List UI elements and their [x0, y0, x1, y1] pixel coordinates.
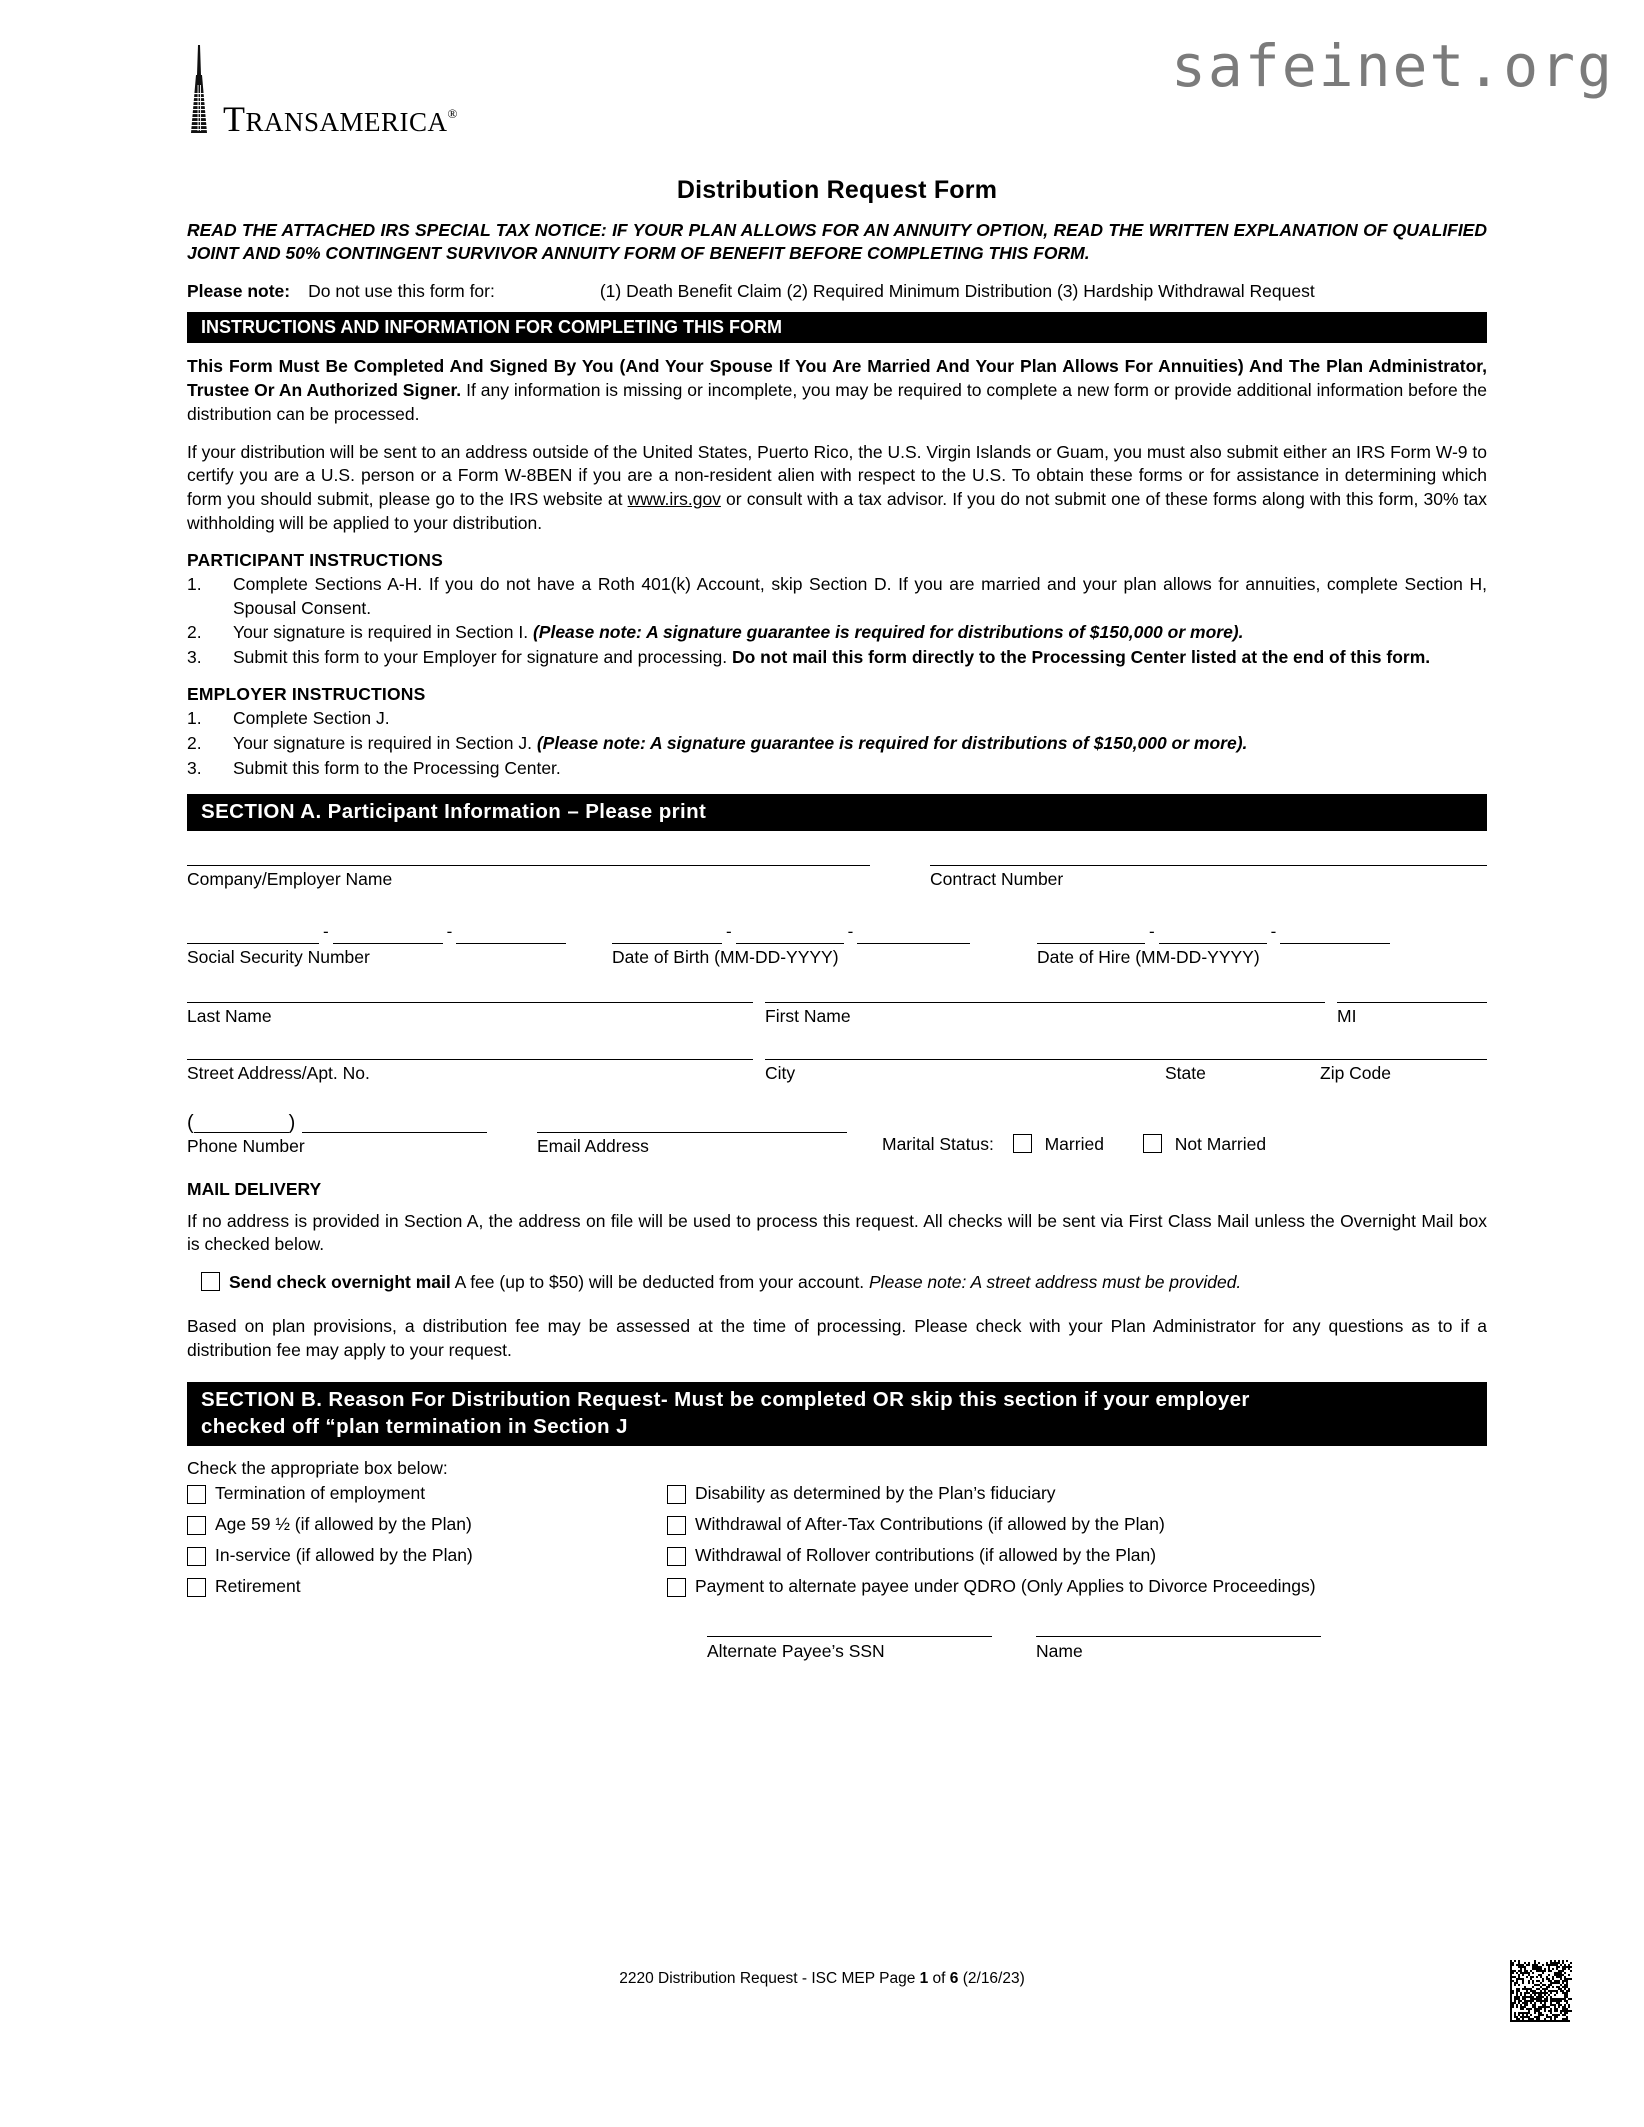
dob-day[interactable]	[736, 923, 844, 944]
dob-segments[interactable]	[612, 922, 1037, 944]
qr-code-icon	[1510, 1960, 1572, 2022]
dob-label: Date of Birth (MM-DD-YYYY)	[612, 946, 839, 967]
spacer	[870, 865, 930, 890]
marital-not-married-checkbox[interactable]	[1143, 1134, 1162, 1153]
dob-dash-2: -	[847, 921, 854, 941]
list-number: 2.	[187, 732, 202, 753]
state-label: State	[1165, 1062, 1206, 1083]
distribution-fee-paragraph: Based on plan provisions, a distribution fee may be assessed at the time of processing. Please check with your Plan Administrator for any questions as to if a distribution fee may apply to your request.	[187, 1315, 1487, 1360]
irs-website-link[interactable]: www.irs.gov	[627, 489, 721, 510]
checkbox-after-tax-withdrawal[interactable]	[667, 1516, 686, 1535]
ssn-dash-1: -	[323, 921, 329, 941]
mail-delivery-heading: MAIL DELIVERY	[187, 1178, 322, 1199]
list-item	[187, 707, 1487, 731]
name-row	[187, 1002, 1487, 1027]
list-number: 3.	[187, 757, 202, 778]
checkbox-age-59-half[interactable]	[187, 1516, 206, 1535]
reason-option[interactable]	[667, 1576, 1487, 1598]
doh-dash-1: -	[1149, 921, 1155, 941]
last-name-label: Last Name	[187, 1005, 272, 1026]
instructions-paragraph-1	[187, 355, 1487, 426]
doh-day[interactable]	[1159, 923, 1267, 944]
list-item	[187, 646, 1487, 670]
ssn-part-2[interactable]	[333, 923, 443, 944]
contract-label: Contract Number	[930, 868, 1064, 889]
checkbox-disability[interactable]	[667, 1485, 686, 1504]
spacer	[753, 1002, 765, 1027]
phone-email-marital-row	[187, 1112, 1487, 1157]
checkbox-in-service[interactable]	[187, 1547, 206, 1566]
dob-dash-1: -	[726, 921, 732, 941]
overnight-mail-italic-note: Please note: A street address must be provided.	[869, 1272, 1242, 1293]
section-b-right-column	[667, 1483, 1487, 1607]
instructions-p2-b: or consult with a tax advisor. If you do not submit one of these forms along with this form, 30% tax withholding will be applied to your distribution.	[187, 489, 1488, 533]
last-name-field[interactable]	[187, 1002, 753, 1027]
employer-instructions-heading: EMPLOYER INSTRUCTIONS	[187, 683, 426, 704]
section-b-bar-line1: SECTION B. Reason For Distribution Request- Must be completed OR skip this section if your employer	[201, 1388, 1250, 1412]
phone-number-input[interactable]	[302, 1112, 487, 1133]
list-item	[187, 621, 1487, 645]
first-name-field[interactable]	[765, 1002, 1325, 1027]
reason-option[interactable]	[187, 1483, 667, 1505]
participant-instructions-list	[187, 573, 1487, 670]
reason-option[interactable]	[187, 1514, 667, 1536]
marital-married-label: Married	[1044, 1133, 1104, 1154]
list-number: 3.	[187, 647, 202, 668]
participant-instructions-heading: PARTICIPANT INSTRUCTIONS	[187, 549, 443, 570]
list-item	[187, 573, 1487, 621]
brand-rest: RANSAMERICA	[245, 107, 448, 137]
checkbox-termination-of-employment[interactable]	[187, 1485, 206, 1504]
list-text-plain: Complete Section J.	[233, 707, 390, 728]
street-field[interactable]	[187, 1059, 753, 1084]
please-note-label: Please note:	[187, 281, 291, 302]
please-note-line	[187, 281, 1487, 302]
instructions-section-bar: INSTRUCTIONS AND INFORMATION FOR COMPLETING THIS FORM	[187, 312, 1487, 343]
list-text-plain: Complete Sections A-H. If you do not have a Roth 401(k) Account, skip Section D. If you are married and your plan allows for annuities, complete Section H, Spousal Consent.	[233, 573, 1487, 618]
section-b-checklist	[187, 1483, 1487, 1607]
phone-label: Phone Number	[187, 1135, 305, 1156]
list-text-bold: Do not mail this form directly to the Processing Center listed at the end of this form.	[731, 647, 1431, 668]
spacer	[1325, 1002, 1337, 1027]
reason-option[interactable]	[187, 1545, 667, 1567]
ssn-label: Social Security Number	[187, 946, 370, 967]
list-text	[233, 732, 1487, 756]
section-a-bar: SECTION A. Participant Information – Please print	[187, 794, 1487, 830]
footer-text-b: of	[928, 1970, 950, 1987]
brand-wordmark	[223, 101, 458, 137]
marital-status-label: Marital Status:	[882, 1133, 994, 1154]
zip-label: Zip Code	[1320, 1062, 1392, 1083]
dob-field[interactable]	[612, 922, 1037, 968]
phone-field[interactable]	[187, 1112, 537, 1157]
instructions-paragraph-2	[187, 441, 1487, 536]
company-label: Company/Employer Name	[187, 868, 393, 889]
list-text-emphasis: (Please note: A signature guarantee is required for distributions of $150,000 or more).	[532, 622, 1244, 643]
section-b-prompt: Check the appropriate box below:	[187, 1457, 448, 1478]
list-text	[233, 621, 1487, 645]
email-label: Email Address	[537, 1135, 649, 1156]
checkbox-rollover-withdrawal[interactable]	[667, 1547, 686, 1566]
list-text-emphasis: (Please note: A signature guarantee is required for distributions of $150,000 or more).	[536, 732, 1248, 753]
doh-month[interactable]	[1037, 923, 1145, 944]
marital-married-checkbox[interactable]	[1013, 1134, 1032, 1153]
city-label: City	[765, 1062, 796, 1083]
list-text	[233, 646, 1487, 670]
list-number: 2.	[187, 622, 202, 643]
overnight-mail-checkbox[interactable]	[201, 1272, 220, 1291]
doh-field[interactable]	[1037, 922, 1487, 968]
reason-option[interactable]	[667, 1483, 1487, 1505]
ssn-field[interactable]	[187, 922, 612, 968]
please-note-middle: Do not use this form for:	[308, 281, 495, 302]
list-text-plain: Submit this form to the Processing Center.	[233, 757, 561, 778]
section-a-fields	[187, 865, 1487, 1363]
reason-label: Disability as determined by the Plan’s fiduciary	[695, 1482, 1056, 1503]
marital-status-group	[882, 1134, 1487, 1157]
footer-text-a: 2220 Distribution Request - ISC MEP Page	[619, 1970, 920, 1987]
list-number: 1.	[187, 573, 202, 594]
footer-page-total: 6	[949, 1970, 959, 1987]
company-field[interactable]	[187, 865, 870, 890]
phone-segments[interactable]	[187, 1112, 537, 1133]
doh-year[interactable]	[1280, 923, 1390, 944]
instructions-p1-bold: This Form Must Be Completed And Signed By You (And Your Spouse If You Are Married And Your Plan Allows For Annuities) And The Plan Administrator, Trustee Or An Authorized Signer.	[187, 356, 1487, 401]
instructions-p1-rest: If any information is missing or incomplete, you may be required to complete a new form or provide additional information before the distribution can be processed.	[187, 380, 1487, 424]
list-text	[233, 707, 1487, 731]
company-contract-row	[187, 865, 1487, 890]
reason-label: Termination of employment	[215, 1482, 426, 1503]
doh-dash-2: -	[1270, 921, 1277, 941]
section-b-bar-line2: checked off “plan termination in Section J	[201, 1414, 628, 1438]
reason-label: Payment to alternate payee under QDRO (Only Applies to Divorce Proceedings)	[695, 1575, 1316, 1596]
pyramid-tower-icon	[185, 45, 219, 133]
dob-month[interactable]	[612, 923, 722, 944]
overnight-mail-bold-label: Send check overnight mail	[229, 1272, 451, 1293]
mi-field[interactable]	[1337, 1002, 1487, 1027]
list-text-plain: Submit this form to your Employer for signature and processing.	[233, 647, 732, 668]
list-text-plain: Your signature is required in Section J.	[233, 732, 537, 753]
brand-initial: T	[223, 99, 246, 139]
overnight-mail-rest: A fee (up to $50) will be deducted from your account.	[450, 1272, 870, 1293]
ssn-dob-doh-row	[187, 922, 1487, 968]
alternate-payee-ssn-label: Alternate Payee’s SSN	[707, 1641, 885, 1662]
reason-option[interactable]	[187, 1576, 667, 1598]
contract-field[interactable]	[930, 865, 1487, 890]
instructions-p2-a: If your distribution will be sent to an address outside of the United States, Puerto Rico, the U.S. Virgin Islands or Guam, you must also submit either an IRS Form W-9 to certify you are a U.S. person or a Form W-8BEN if you are a non-resident alien with respect to the U.S. To obtain these forms or for assistance in determining which form you should submit, please go to the IRS website at	[187, 441, 1487, 510]
doh-segments[interactable]	[1037, 922, 1487, 944]
alternate-payee-name-field[interactable]	[1036, 1636, 1321, 1662]
watermark-text: safeinet.org	[1170, 32, 1614, 100]
section-b-left-column	[187, 1483, 667, 1607]
ssn-part-3[interactable]	[456, 923, 566, 944]
alternate-payee-ssn-field[interactable]	[707, 1636, 992, 1662]
mail-delivery-paragraph: If no address is provided in Section A, the address on file will be used to process this request. All checks will be sent via First Class Mail unless the Overnight Mail box is checked below.	[187, 1210, 1487, 1255]
marital-not-married-label: Not Married	[1174, 1133, 1267, 1154]
address-row	[187, 1059, 1487, 1084]
reason-label: Withdrawal of After-Tax Contributions (if allowed by the Plan)	[695, 1513, 1165, 1534]
street-label: Street Address/Apt. No.	[187, 1062, 370, 1083]
checkbox-qdro-payment[interactable]	[667, 1578, 686, 1597]
list-number: 1.	[187, 707, 202, 728]
reason-option[interactable]	[667, 1514, 1487, 1536]
doh-label: Date of Hire (MM-DD-YYYY)	[1037, 946, 1260, 967]
page-footer	[0, 1970, 1644, 1988]
list-text	[233, 757, 1487, 781]
checkbox-retirement[interactable]	[187, 1578, 206, 1597]
list-text-plain: Your signature is required in Section I.	[233, 622, 533, 643]
phone-paren-open: (	[187, 1111, 194, 1134]
page-title: Distribution Request Form	[676, 176, 998, 204]
email-field[interactable]	[537, 1132, 882, 1157]
ssn-dash-2: -	[446, 921, 453, 941]
first-name-label: First Name	[765, 1005, 851, 1026]
list-text	[233, 573, 1487, 621]
section-b-bar	[187, 1382, 1487, 1445]
reason-label: Age 59 ½ (if allowed by the Plan)	[215, 1513, 472, 1534]
tax-notice-paragraph: READ THE ATTACHED IRS SPECIAL TAX NOTICE: IF YOUR PLAN ALLOWS FOR AN ANNUITY OPTION, READ THE WRITTEN EXPLANATION OF QUALIFIED JOINT AND 50% CONTINGENT SURVIVOR ANNUITY FORM OF BENEFIT BEFORE COMPLETING THIS FORM.	[187, 220, 1487, 264]
alternate-payee-row	[187, 1636, 1487, 1662]
transamerica-logo	[185, 45, 458, 139]
registered-mark-icon: ®	[447, 106, 458, 121]
reason-label: Withdrawal of Rollover contributions (if allowed by the Plan)	[695, 1544, 1157, 1565]
spacer	[753, 1059, 765, 1084]
footer-page-number: 1	[919, 1970, 929, 1987]
list-item	[187, 757, 1487, 781]
list-item	[187, 732, 1487, 756]
alternate-payee-name-label: Name	[1036, 1641, 1083, 1662]
please-note-exclusions: (1) Death Benefit Claim (2) Required Minimum Distribution (3) Hardship Withdrawal Request	[599, 281, 1315, 302]
reason-option[interactable]	[667, 1545, 1487, 1567]
phone-area-code[interactable]	[194, 1112, 289, 1133]
dob-year[interactable]	[857, 923, 970, 944]
ssn-part-1[interactable]	[187, 923, 319, 944]
city-state-zip-field[interactable]	[765, 1059, 1487, 1084]
reason-label: Retirement	[215, 1575, 301, 1596]
city-state-zip-labels	[765, 1060, 1487, 1084]
mi-label: MI	[1337, 1005, 1357, 1026]
phone-paren-close: )	[288, 1111, 296, 1134]
footer-text-c: (2/16/23)	[958, 1970, 1025, 1987]
reason-label: In-service (if allowed by the Plan)	[215, 1544, 473, 1565]
ssn-segments[interactable]	[187, 922, 612, 944]
employer-instructions-list	[187, 707, 1487, 780]
overnight-mail-option	[201, 1271, 1487, 1295]
